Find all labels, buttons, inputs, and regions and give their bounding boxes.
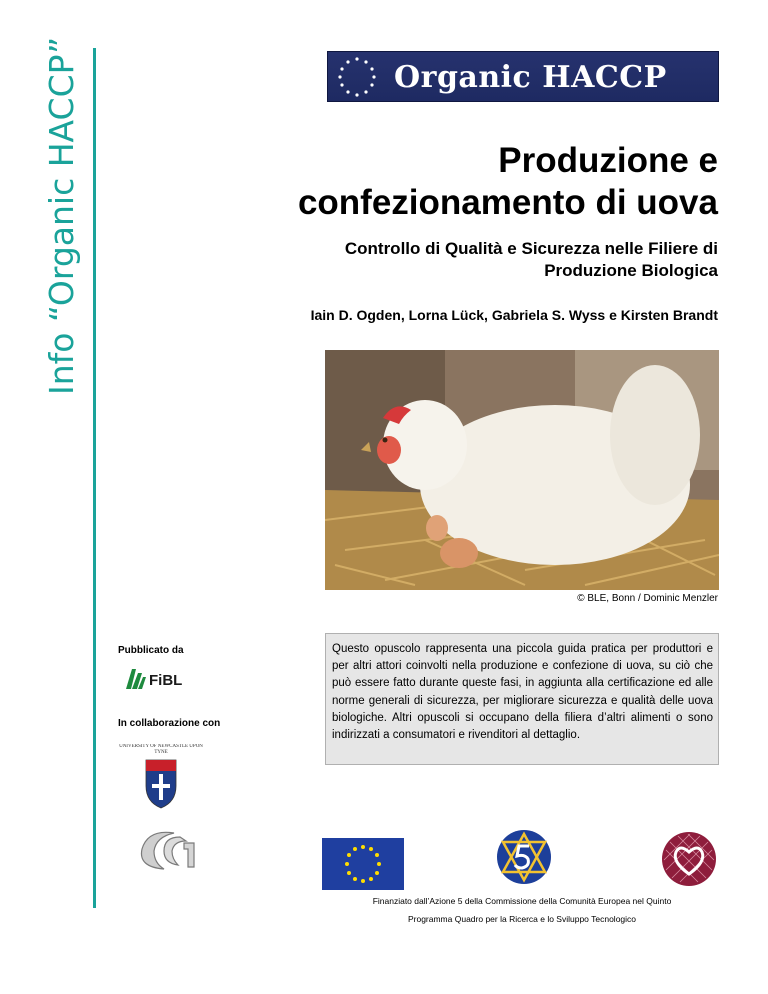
page-subtitle — [118, 238, 718, 282]
eu-star-circle-icon — [334, 55, 380, 99]
banner-text: Organic HACCP — [394, 60, 667, 95]
title-line-2: confezionamento di uova — [297, 183, 718, 222]
subtitle-line-1: Controllo di Qualità e Sicurezza nelle Filiere di — [344, 239, 718, 258]
eu-flag-icon — [322, 838, 404, 890]
subtitle-line-2: Produzione Biologica — [544, 261, 718, 280]
collaboration-label: In collaborazione con — [118, 718, 221, 729]
fibl-logo-text: FiBL — [149, 672, 183, 689]
funding-line-1: Finanziato dall’Azione 5 della Commissione della Comunità Europea nel Quinto — [372, 896, 672, 906]
funding-line-2: Programma Quadro per la Ricerca e lo Sviluppo Tecnologico — [407, 914, 637, 924]
side-rule — [93, 48, 96, 908]
maroon-lattice-logo — [660, 830, 718, 888]
organic-haccp-banner — [327, 51, 719, 102]
published-by-label: Pubblicato da — [118, 645, 184, 656]
series-vertical-title: Info “Organic HACCP” — [42, 36, 81, 395]
funding-note — [325, 892, 719, 928]
authors: Iain D. Ogden, Lorna Lück, Gabriela S. Wyss e Kirsten Brandt — [310, 307, 718, 323]
summary-box: Questo opuscolo rappresenta una piccola guida pratica per produttori e per altri attori coinvolti nella produzione e confezione di uova, su ciò che può essere fatto durante queste fasi, in aggiunta alla certificazione ed alle norme generali di sicurezza, per migliorare sicurezza e qualità delle uova biologiche. Altri opuscoli si occupano della filiera d’altri alimenti o sono indirizzati a consumatori e rivenditori al dettaglio. — [325, 633, 719, 765]
fifth-framework-logo — [495, 828, 553, 886]
hen-nest-photo — [325, 350, 719, 590]
newcastle-university-logo — [118, 744, 204, 810]
newcastle-logo-text: UNIVERSITY OF NEWCASTLE UPON TYNE — [119, 744, 203, 755]
photo-credit: © BLE, Bonn / Dominic Menzler — [577, 593, 718, 604]
fibl-logo — [122, 663, 202, 691]
page-title — [118, 140, 718, 224]
cnr-logo — [134, 827, 200, 873]
title-line-1: Produzione e — [498, 141, 718, 180]
